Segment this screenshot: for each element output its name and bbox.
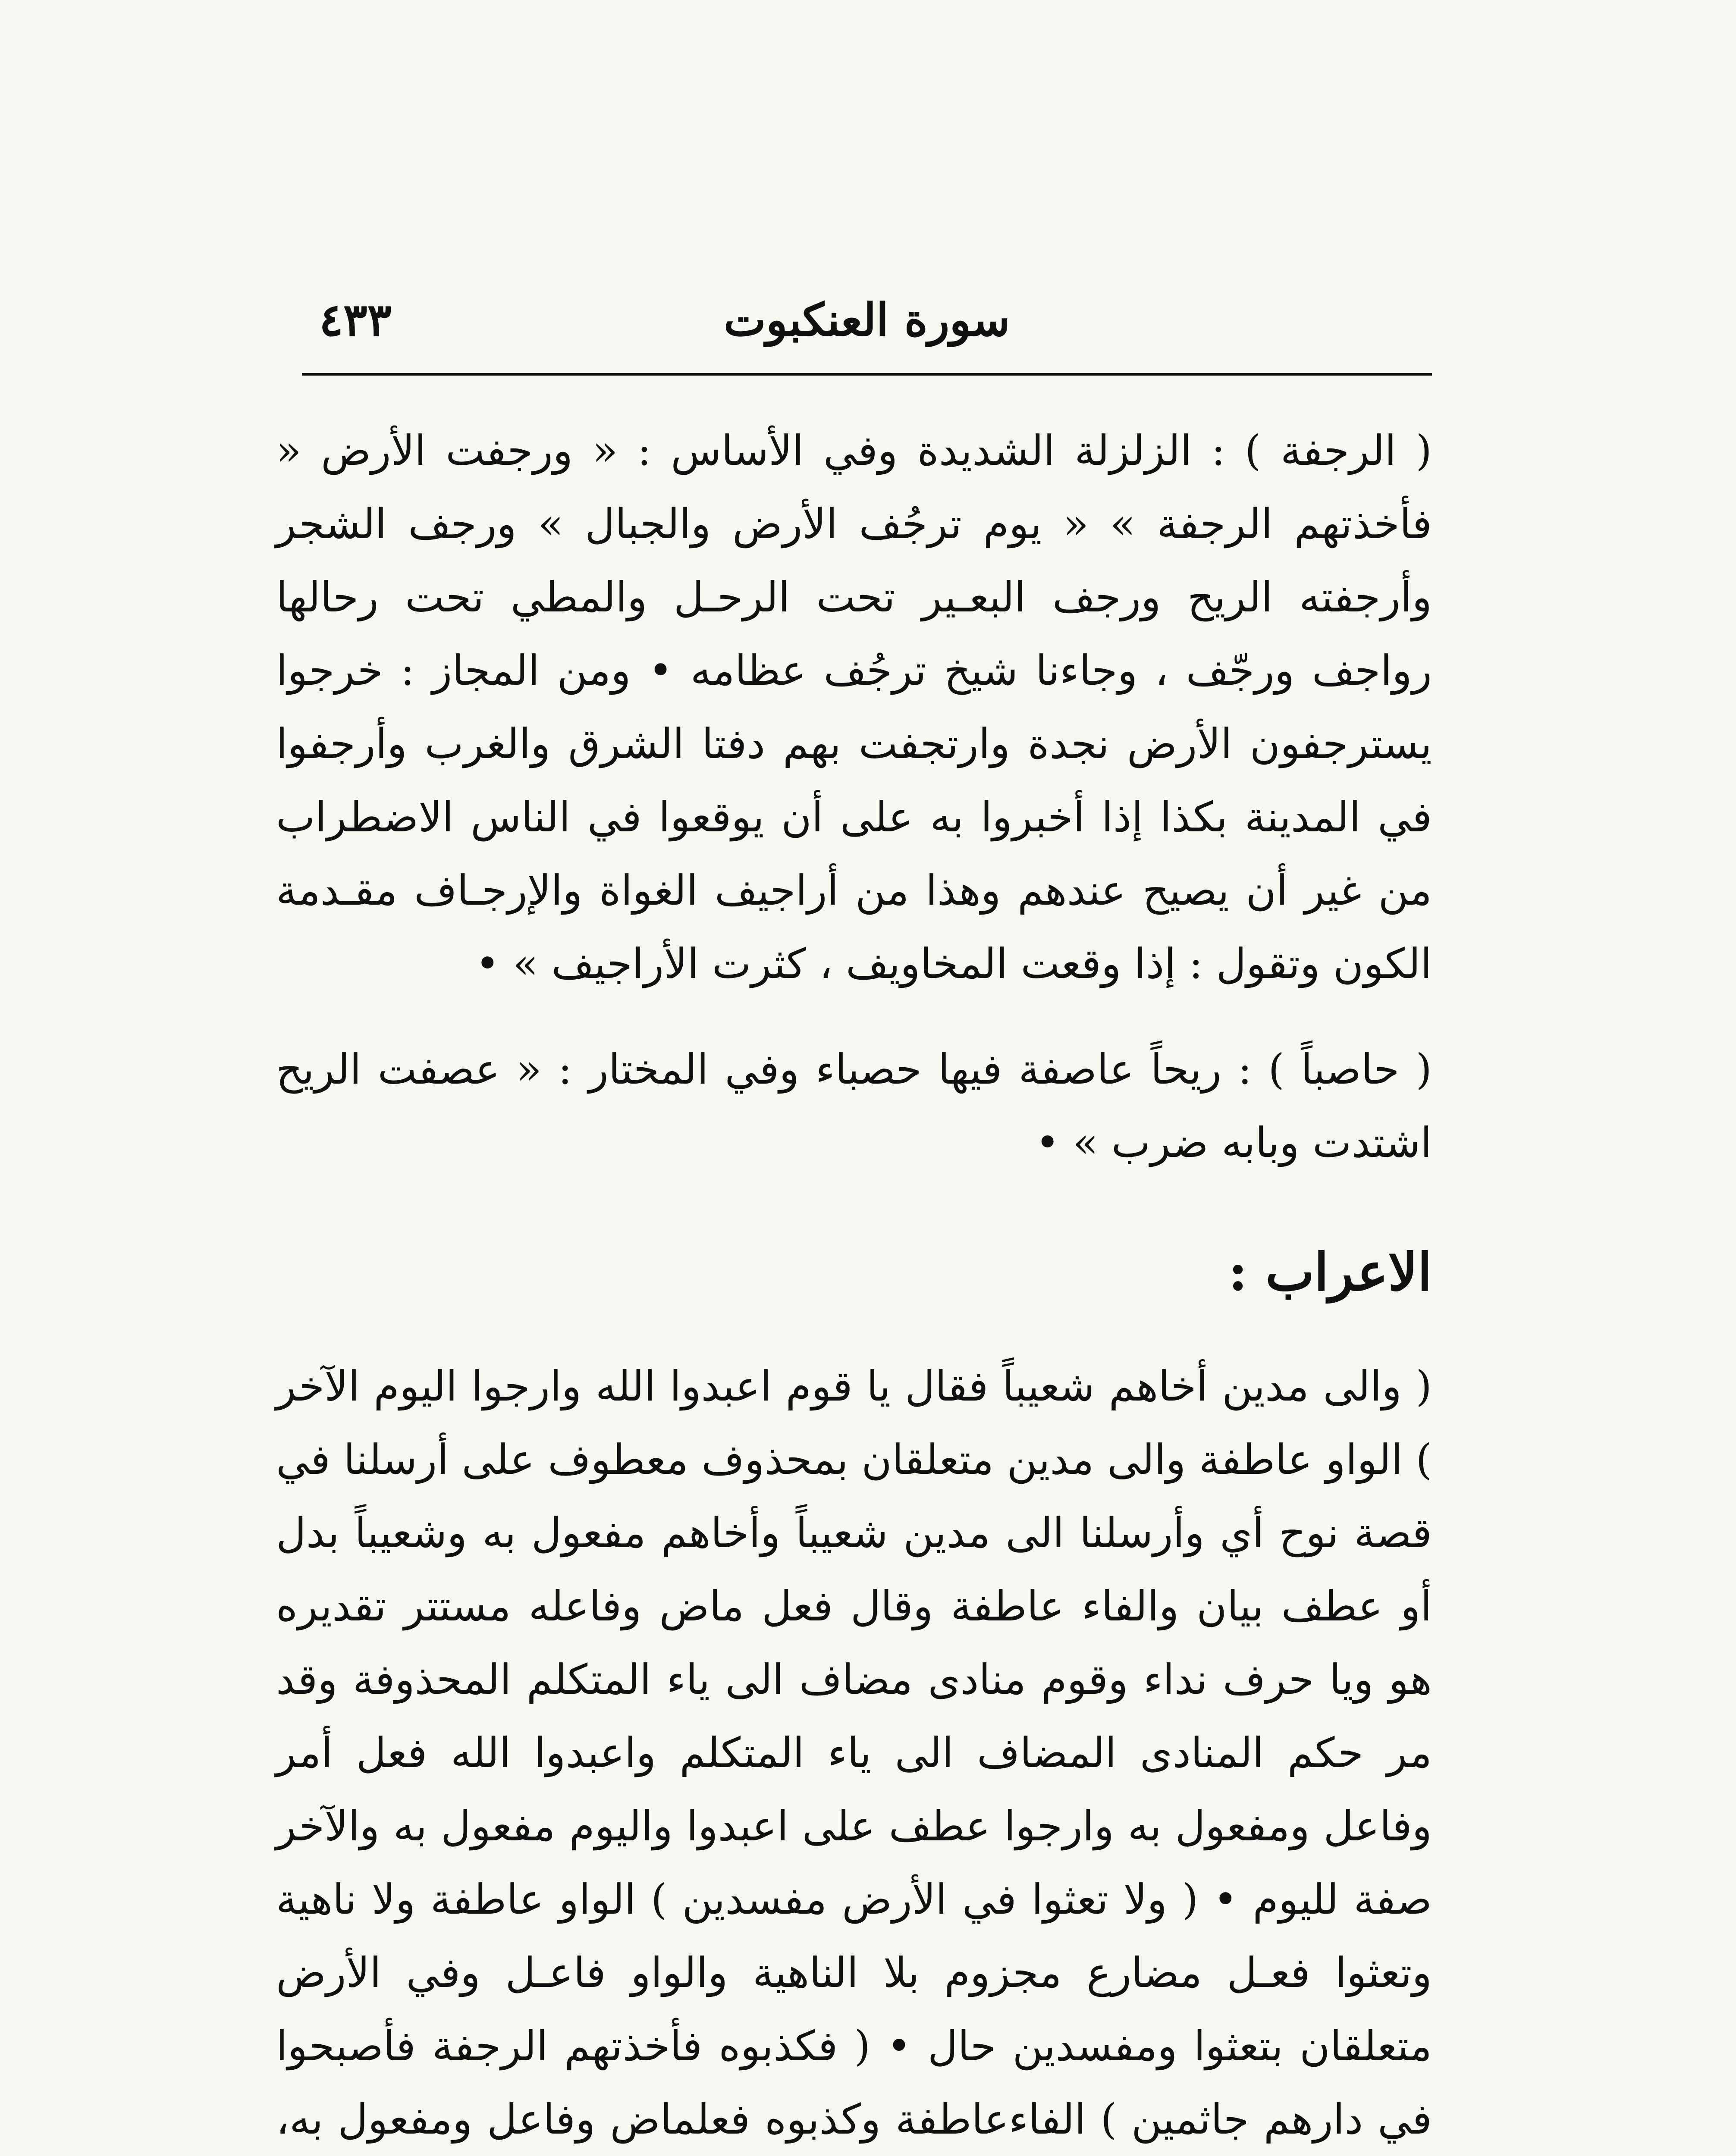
glossary-text: ( الرجفة ) : الزلزلة الشديدة وفي الأساس : « ورجفت الأرض « فأخذتهم الرجفة » « يوم ترجُف الأرض والجبال » ورجف الشجر وأرجفته الريح ورجف البعـير تحت الرحـل والمطي تحت رحالها رواجف ورجّف ، وجاءنا شيخ ترجُف عظامه • ومن المجاز : خرجوا يسترجفون الأرض نجدة وارتجفت بهم دفتا الشرق والغرب وأرجفوا في المدينة بكذا إذا أخبروا به على أن يوقعوا في الناس الاضطراب من غير أن يصيح عندهم وهذا من أراجيف الغواة والإرجـاف مقـدمة الكون وتقول : إذا وقعت المخاويف ، كثرت الأراجيف » •: [276, 426, 1432, 988]
section-heading-irab: الاعراب :: [1228, 1242, 1432, 1303]
header-divider: [302, 373, 1432, 376]
running-title: سورة العنكبوت: [723, 293, 1011, 346]
glossary-entry-hasiban: [276, 1033, 1432, 1179]
glossary-entry-rajfa: [276, 414, 1432, 1000]
page-number: ٤٣٣: [319, 293, 392, 346]
irab-analysis: [276, 1350, 1432, 2156]
page-header: [302, 276, 1432, 388]
glossary-text: ( حاصباً ) : ريحاً عاصفة فيها حصباء وفي المختار : « عصفت الريح اشتدت وبابه ضرب » •: [276, 1045, 1432, 1167]
irab-text: ( والى مدين أخاهم شعيباً فقال يا قوم اعبدوا الله وارجوا اليوم الآخر ) الواو عاطفة والى مدين متعلقان بمحذوف معطوف على أرسلنا في قصة نوح أي وأرسلنا الى مدين شعيباً وأخاهم مفعول به وشعيباً بدل أو عطف بيان والفاء عاطفة وقال فعل ماض وفاعله مستتر تقديره هو ويا حرف نداء وقوم منادى مضاف الى ياء المتكلم المحذوفة وقد مر حكم المنادى المضاف الى ياء المتكلم واعبدوا الله فعل أمر وفاعل ومفعول به وارجوا عطف على اعبدوا واليوم مفعول به والآخر صفة لليوم • ( ولا تعثوا في الأرض مفسدين ) الواو عاطفة ولا ناهية وتعثوا فعـل مضارع مجزوم بلا الناهية والواو فاعـل وفي الأرض متعلقان بتعثوا ومفسدين حال • ( فكذبوه فأخذتهم الرجفة فأصبحوا في دارهم جاثمين ) الفاءعاطفة وكذبوه فعلماض وفاعل ومفعول به،: [276, 1362, 1432, 2143]
